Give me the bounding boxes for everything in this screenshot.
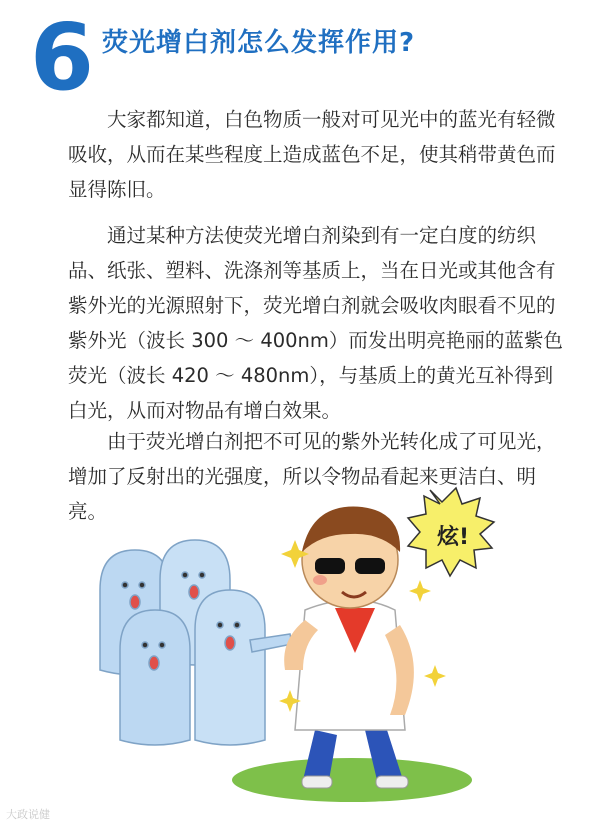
paragraph-1: [68, 102, 568, 207]
boy-figure: [284, 507, 414, 788]
watermark-text: 大政说健: [6, 808, 50, 821]
paragraph-2: [68, 218, 568, 428]
cartoon-illustration: [80, 480, 604, 810]
grass-patch: [232, 758, 472, 802]
paragraph-text: 大家都知道，白色物质一般对可见光中的蓝光有轻微吸收，从而在某些程度上造成蓝色不足，使其稍带黄色而显得陈旧。: [68, 108, 556, 201]
paragraph-text: 由于荧光增白剂把不可见的紫外光转化成了可见光，增加了反射出的光强度，所以令物品看起来更洁白、明亮。: [68, 430, 556, 523]
section-header: [30, 4, 590, 111]
section-title: 荧光增白剂怎么发挥作用?: [102, 28, 416, 58]
paragraph-text: 通过某种方法使荧光增白剂染到有一定白度的纺织品、纸张、塑料、洗涤剂等基质上，当在日光或其他含有紫外光的光源照射下，荧光增白剂就会吸收肉眼看不见的紫外光（波长 300 ～ 400nm）而发出明亮艳丽的蓝紫色荧光（波长 420 ～ 480nm），与基质上的黄光互补得到白光，从而对物品有增白效果。: [68, 224, 563, 422]
speech-bubble-text: 炫!: [437, 525, 470, 550]
section-number: 6: [30, 4, 95, 111]
ghost-figures: [100, 540, 292, 745]
